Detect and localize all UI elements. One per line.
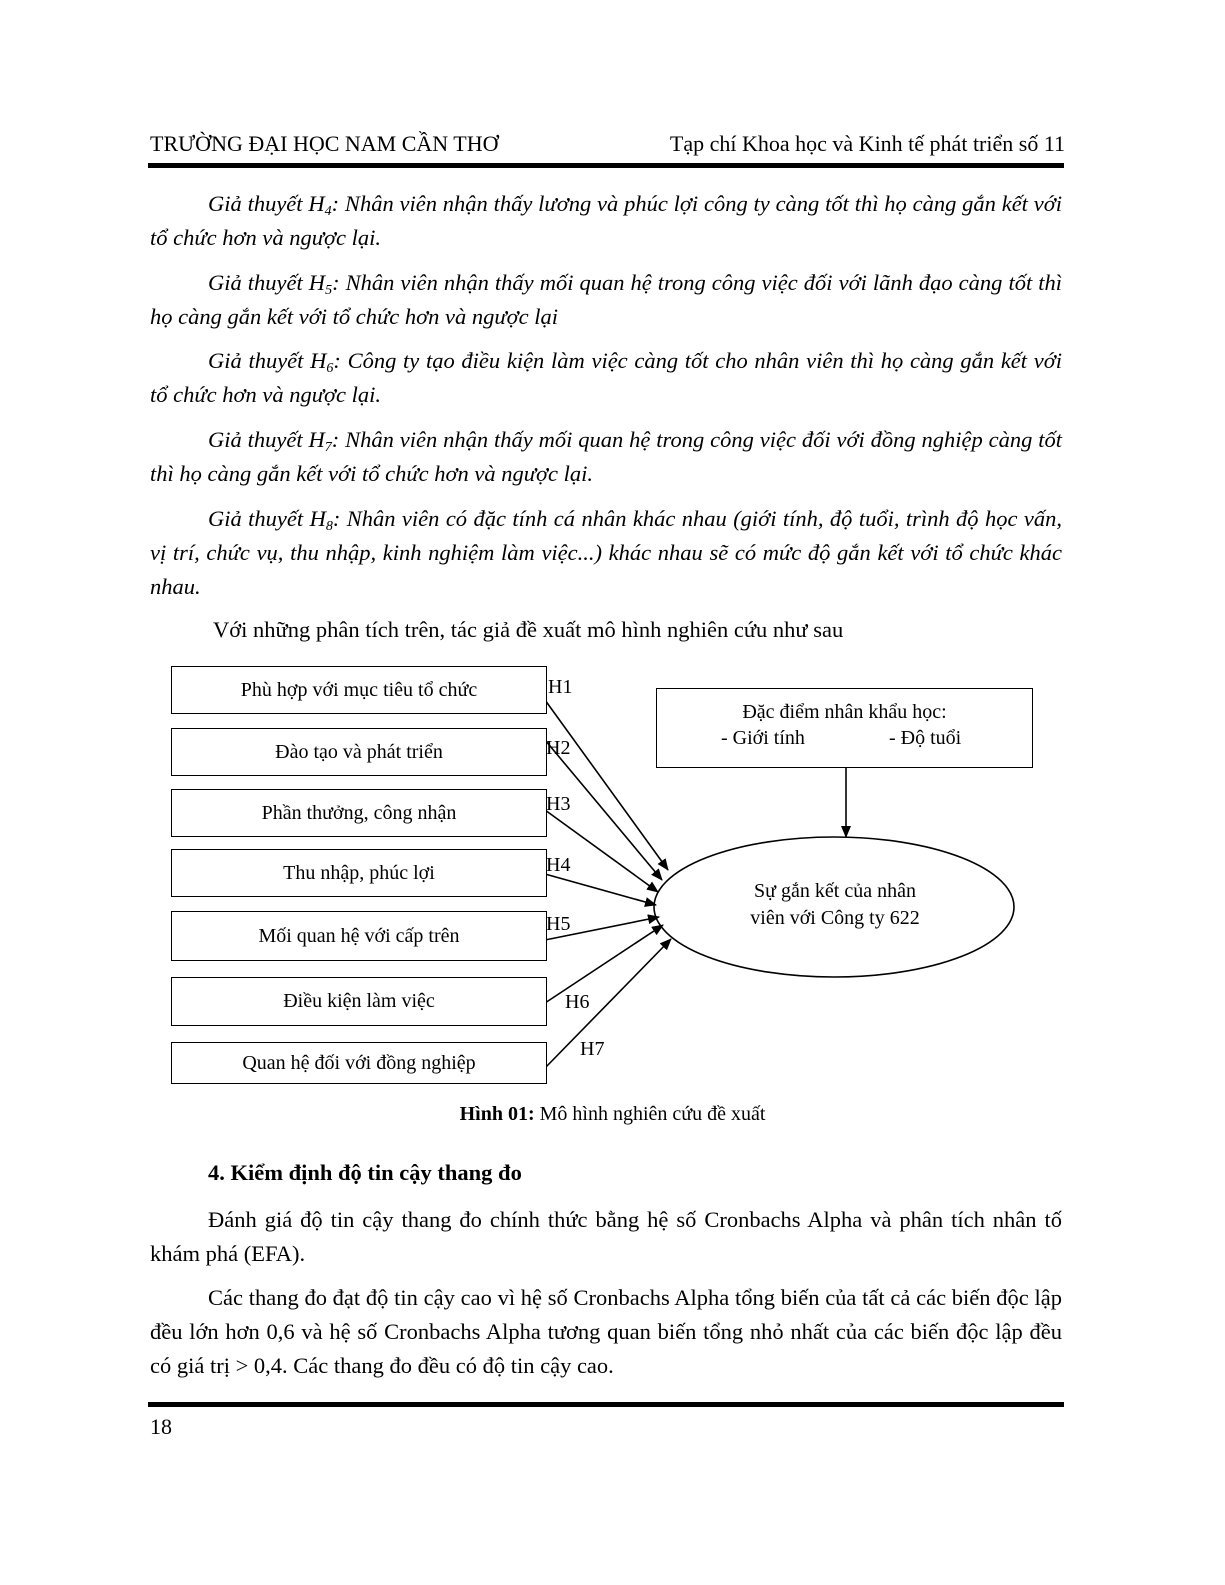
- arrow-h3: [545, 810, 658, 892]
- hypothesis-h4: Giả thuyết $H_4$: Nhân viên nhận thấy lương và phúc lợi công ty càng tốt thì họ càng gắn kết với tổ chức hơn và ngược lại.: [150, 191, 1062, 250]
- footer-rule: [148, 1402, 1064, 1407]
- hyp-label-h6: H6: [565, 991, 590, 1013]
- hypothesis-h7: Giả thuyết $H_7$: Nhân viên nhận thấy mối quan hệ trong công việc đối với đồng nghiệp càng tốt thì họ càng gắn kết với tổ chức hơn và ngược lại.: [150, 427, 1062, 486]
- figure-caption: [0, 1103, 1225, 1126]
- factor-box-5: Mối quan hệ với cấp trên: [171, 911, 547, 961]
- section-heading: 4. Kiểm định độ tin cậy thang đo: [208, 1160, 522, 1185]
- demographics-age: - Độ tuổi: [889, 727, 962, 749]
- outcome-line-2: viên với Công ty 622: [750, 907, 920, 929]
- factor-box-3: Phần thưởng, công nhận: [171, 789, 547, 837]
- demographics-box: [656, 688, 1033, 768]
- hyp-label-h3: H3: [546, 793, 571, 815]
- arrow-h1: [545, 700, 668, 870]
- factor-box-4: Thu nhập, phúc lợi: [171, 849, 547, 897]
- factor-box-7: Quan hệ đối với đồng nghiệp: [171, 1042, 547, 1084]
- body-paragraph-2: Các thang đo đạt độ tin cậy cao vì hệ số Cronbachs Alpha tổng biến của tất cả các biến độc lập đều lớn hơn 0,6 và hệ số Cronbachs Alpha tương quan biến tổng nhỏ nhất của các biến độc lập đều có giá trị > 0,4. Các thang đo đều có độ tin cậy cao.: [150, 1285, 1062, 1378]
- journal-header-left: TRƯỜNG ĐẠI HỌC NAM CẦN THƠ: [150, 131, 499, 156]
- body-paragraph-1: Đánh giá độ tin cậy thang đo chính thức bằng hệ số Cronbachs Alpha và phân tích nhân tố khám phá (EFA).: [150, 1207, 1062, 1266]
- outcome-line-1: Sự gắn kết của nhân: [754, 880, 916, 902]
- factor-box-6: Điều kiện làm việc: [171, 977, 547, 1026]
- factor-box-1: Phù hợp với mục tiêu tổ chức: [171, 666, 547, 714]
- hyp-label-h7: H7: [580, 1038, 605, 1060]
- demographics-title: Đặc điểm nhân khẩu học:: [742, 701, 947, 723]
- page-number: 18: [150, 1414, 172, 1439]
- hypothesis-h5: Giả thuyết $H_5$: Nhân viên nhận thấy mối quan hệ trong công việc đối với lãnh đạo càng tốt thì họ càng gắn kết với tổ chức hơn và ngược lại: [150, 270, 1062, 329]
- hyp-label-h2: H2: [546, 737, 571, 759]
- hyp-label-h4: H4: [546, 854, 571, 876]
- arrow-h7: [545, 939, 671, 1068]
- caption-text: Mô hình nghiên cứu đề xuất: [534, 1103, 766, 1125]
- journal-header-right: Tạp chí Khoa học và Kinh tế phát triển số 11: [669, 131, 1065, 156]
- factor-box-2: Đào tạo và phát triển: [171, 728, 547, 776]
- lead-text: Với những phân tích trên, tác giả đề xuất mô hình nghiên cứu như sau: [213, 617, 844, 642]
- hypothesis-h6: Giả thuyết $H_6$: Công ty tạo điều kiện làm việc càng tốt cho nhân viên thì họ càng gắn kết với tổ chức hơn và ngược lại.: [150, 348, 1062, 407]
- hypothesis-h8: Giả thuyết $H_8$: Nhân viên có đặc tính cá nhân khác nhau (giới tính, độ tuổi, trình độ học vấn, vị trí, chức vụ, thu nhập, kinh nghiệm làm việc...) khác nhau sẽ có mức độ gắn kết với tổ chức khác nhau.: [150, 506, 1062, 599]
- demographics-gender: - Giới tính: [721, 727, 805, 749]
- outcome-label: [700, 878, 970, 932]
- caption-label: Hình 01:: [459, 1103, 535, 1125]
- hyp-label-h5: H5: [546, 913, 571, 935]
- hyp-label-h1: H1: [548, 676, 573, 698]
